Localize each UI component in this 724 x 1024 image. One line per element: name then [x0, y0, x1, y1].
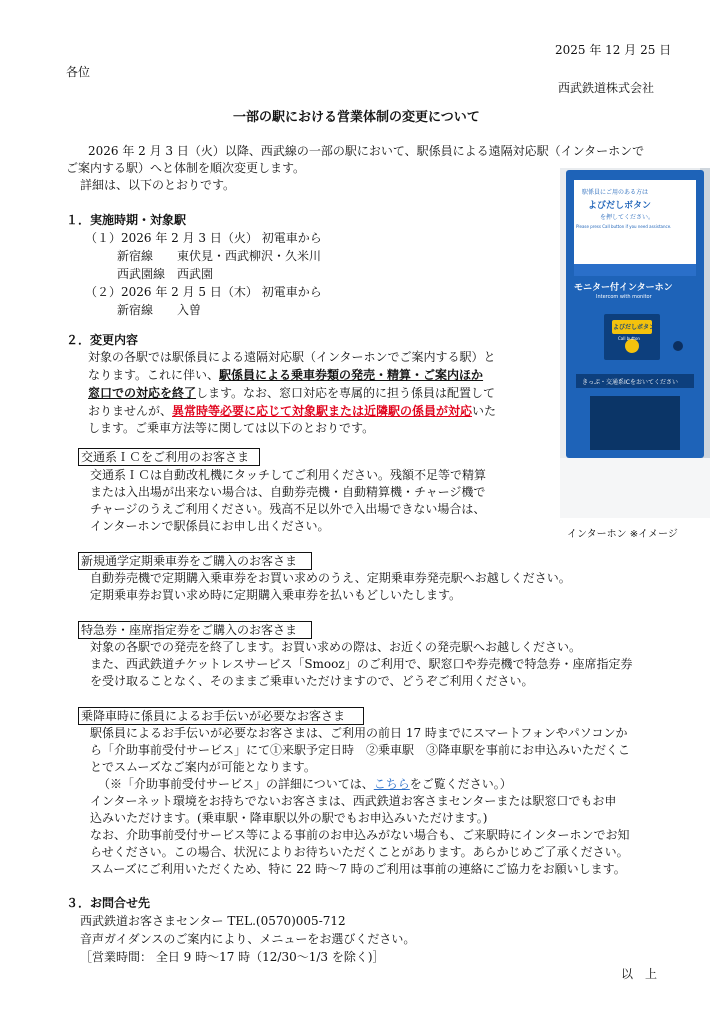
assist-line: インターネット環境をお持ちでないお客さまは、西武鉄道お客さまセンターまたは駅窓口でもお申: [90, 794, 617, 808]
section-1-line: 西武園線 西武園: [117, 267, 214, 281]
recipient: 各位: [66, 65, 91, 79]
assist-line: なお、介助事前受付サービス等による事前のお申込みがない場合も、ご来駅時にインターホンでお知: [90, 828, 630, 842]
service-details-link[interactable]: こちら: [373, 777, 410, 791]
section-1-line: （２）2026 年 2 月 5 日（木） 初電車から: [85, 285, 322, 299]
intercom-monitor-label-en: Intercom with monitor: [596, 294, 652, 300]
text-run: （※「介助事前受付サービス」の詳細については、: [98, 777, 374, 791]
intro-line-3: 詳細は、以下のとおりです。: [80, 178, 236, 192]
intercom-instruction: 駅係員にご用のある方は: [582, 189, 649, 196]
section-1-line: 新宿線 東伏見・西武柳沢・久米川: [117, 249, 322, 263]
assist-line: スムーズにご利用いただくため、特に 22 時～7 時のご利用は事前の連絡にご協力をお願いします。: [90, 862, 626, 876]
intercom-call-label: よびだしボタン: [588, 201, 652, 211]
section-2-heading: ２．変更内容: [66, 333, 139, 347]
section-2-line: します。ご乗車方法等に関しては以下のとおりです。: [88, 421, 375, 435]
express-line: また、西武鉄道チケットレスサービス「Smooz」のご利用で、駅窓口や券売機で特急券・座席指定券: [90, 657, 633, 671]
ic-users-line: チャージのうえご利用ください。残高不足以外で入出場できない場合は、: [90, 502, 486, 516]
assist-line: 駅係員によるお手伝いが必要なお客さまは、ご利用の前日 17 時までにスマートフォンやパソコンか: [90, 726, 628, 740]
assist-line: ら「介助事前受付サービス」にて①来駅予定日時 ②乗車駅 ③降車駅を事前にお申込みいただくこ: [90, 743, 631, 757]
ic-users-line: インターホンで駅係員にお申し出ください。: [90, 519, 330, 533]
ic-users-label: 交通系ＩＣをご利用のお客さま: [81, 450, 250, 464]
emphasis-text: 駅係員による乗車券類の発売・精算・ご案内ほか: [219, 368, 484, 382]
company-name: 西武鉄道株式会社: [558, 81, 655, 95]
intercom-monitor-label: モニター付インターホン: [574, 283, 673, 293]
ic-users-line: 交通系ＩＣは自動改札機にタッチしてご利用ください。残額不足等で精算: [90, 468, 487, 482]
image-caption: インターホン ※イメージ: [567, 529, 678, 540]
contact-line: 音声ガイダンスのご案内により、メニューをお選びください。: [80, 932, 416, 946]
text-run: をご覧ください。）: [409, 777, 512, 791]
ic-users-line: または入出場が出来ない場合は、自動券売機・自動精算機・チャージ機で: [90, 485, 486, 499]
assist-label: 乗降車時に係員によるお手伝いが必要なお客さま: [81, 709, 346, 723]
express-line: を受け取ることなく、そのままご乗車いただけますので、どうぞご利用ください。: [90, 674, 534, 688]
text-run: いた: [472, 404, 497, 418]
red-emphasis-text: 異常時等必要に応じて対象駅または近隣駅の係員が対応: [172, 404, 473, 418]
intercom-instruction: を押してください。: [600, 214, 655, 221]
section-2-line: [88, 367, 483, 383]
section-1-line: （１）2026 年 2 月 3 日（火） 初電車から: [85, 231, 322, 245]
document-title: 一部の駅における営業体制の変更について: [233, 110, 480, 125]
intro-line-1: 2026 年 2 月 3 日（火）以降、西武線の一部の駅において、駅係員による遠隔対応駅（インターホンで: [88, 144, 645, 158]
commuter-line: 自動券売機で定期購入乗車券をお買い求めのうえ、定期乗車券発売駅へお越しください。: [90, 571, 571, 585]
call-button-label-en: Call button: [618, 336, 640, 341]
call-button-label: よびだしボタン: [613, 324, 656, 331]
intercom-instruction-en: Please press Call button if you need assistance.: [576, 224, 672, 229]
section-2-line: [88, 385, 495, 401]
assist-line: とでスムーズなご案内が可能となります。: [90, 760, 316, 774]
closing-mark: 以 上: [621, 967, 658, 981]
section-2-line: [88, 403, 496, 419]
intercom-image: [560, 168, 710, 518]
express-label: 特急券・座席指定券をご購入のお客さま: [81, 623, 298, 637]
express-line: 対象の各駅での発売を終了します。お買い求めの際は、お近くの発売駅へお越しください。: [90, 640, 582, 654]
text-run: おりませんが、: [88, 404, 173, 418]
section-1-heading: １．実施時期・対象駅: [66, 213, 187, 227]
assist-line: 込みいただけます。(乗車駅・降車駅以外の駅でもお申込みいただけます。): [90, 811, 488, 825]
commuter-line: 定期乗車券お買い求め時に定期購入乗車券を払いもどしいたします。: [90, 588, 462, 602]
contact-line: 西武鉄道お客さまセンター TEL.(0570)005-712: [80, 914, 346, 928]
commuter-label: 新規通学定期乗車券をご購入のお客さま: [81, 554, 298, 568]
text-run: します。なお、窓口対応を専属的に担う係員は配置して: [196, 386, 496, 400]
assist-line: らせください。この場合、状況によりお待ちいただくことがあります。あらかじめご了承ください。: [90, 845, 629, 859]
intro-line-2: ご案内する駅）へと体制を順次変更します。: [66, 161, 306, 175]
assist-line: [98, 776, 512, 792]
section-2-line: 対象の各駅では駅係員による遠隔対応駅（インターホンでご案内する駅）と: [88, 350, 496, 364]
section-3-heading: ３．お問合せ先: [66, 896, 151, 910]
issue-date: 2025 年 12 月 25 日: [555, 43, 672, 57]
section-1-line: 新宿線 入曽: [117, 303, 202, 317]
emphasis-text: 窓口での対応を終了: [88, 386, 197, 400]
contact-hours: ［営業時間： 全日 9 時～17 時（12/30～1/3 を除く)］: [80, 950, 385, 964]
text-run: なります。これに伴い、: [88, 368, 220, 382]
intercom-bottom-label: きっぷ・交通系ICをおいてください: [582, 379, 678, 386]
